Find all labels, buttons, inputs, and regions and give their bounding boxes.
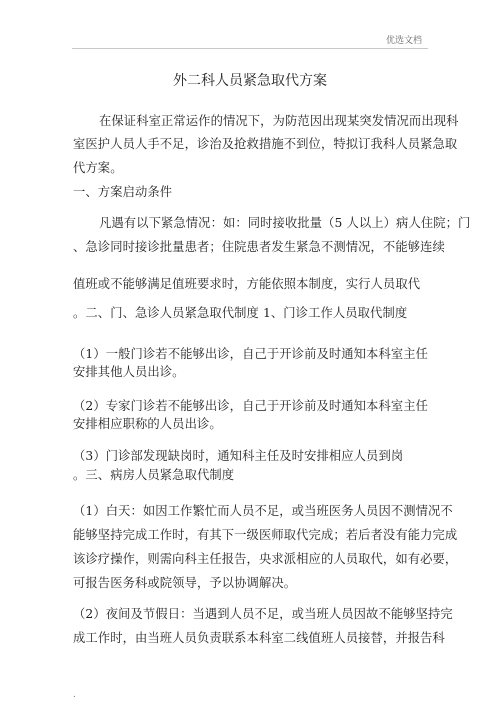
paragraph-line: （2）专家门诊若不能够出诊，自己于开诊前及时通知本科室主任 [73, 399, 429, 413]
header-tag: 优选文档 [385, 36, 422, 46]
paragraph-line: 成工作时，由当班人员负责联系本科室二线值班人员接替，并报告科 [73, 631, 445, 645]
paragraph-line: 在保证科室正常运作的情况下，为防范因出现某突发情况而出现科 [99, 114, 459, 128]
paragraph-line: 安排相应职称的人员出诊。 [73, 417, 222, 431]
header-rule [72, 48, 428, 49]
paragraph-line: （2）夜间及节假日：当遇到人员不足，或当班人员因故不能够坚持完 [73, 607, 453, 621]
paragraph-line: （1）白天：如因工作繁忙而人员不足，或当班医务人员因不测情况不 [73, 504, 453, 518]
document-title: 外二科人员紧急取代方案 [173, 73, 327, 89]
paragraph-line: 、急诊同时接诊批量患者；住院患者发生紧急不测情况，不能够连续 [73, 240, 445, 254]
paragraph-line: 可报告医务科或院领导，予以协调解决。 [73, 576, 297, 590]
paragraph-line: 能够坚持完成工作时，有其下一级医师取代完成；若后者没有能力完成 [73, 528, 458, 542]
paragraph-line: 代方案。 [73, 161, 123, 175]
section-heading: 一、方案启动条件 [73, 185, 173, 199]
paragraph-line: 安排其他人员出诊。 [73, 365, 185, 379]
section-heading: 。二、门、急诊人员紧急取代制度 1、门诊工作人员取代制度 [73, 306, 408, 320]
paragraph-line: （3）门诊部发现缺岗时，通知科主任及时安排相应人员到岗 [73, 449, 404, 463]
footer-mark: . [73, 690, 76, 700]
paragraph-line: 该诊疗操作，则需向科主任报告，央求派相应的人员取代，如有必要， [73, 552, 458, 566]
paragraph-line: 凡遇有以下紧急情况：如：同时接收批量（5 人以上）病人住院；门 [99, 216, 471, 230]
section-heading: 。三、病房人员紧急取代制度 [73, 468, 235, 482]
paragraph-line: 室医护人员人手不足，诊治及抢救措施不到位，特拟订我科人员紧急取 [73, 137, 458, 151]
paragraph-line: 值班或不能够满足值班要求时，方能依照本制度，实行人员取代 [73, 277, 421, 291]
paragraph-line: （1）一般门诊若不能够出诊，自己于开诊前及时通知本科室主任 [73, 347, 429, 361]
